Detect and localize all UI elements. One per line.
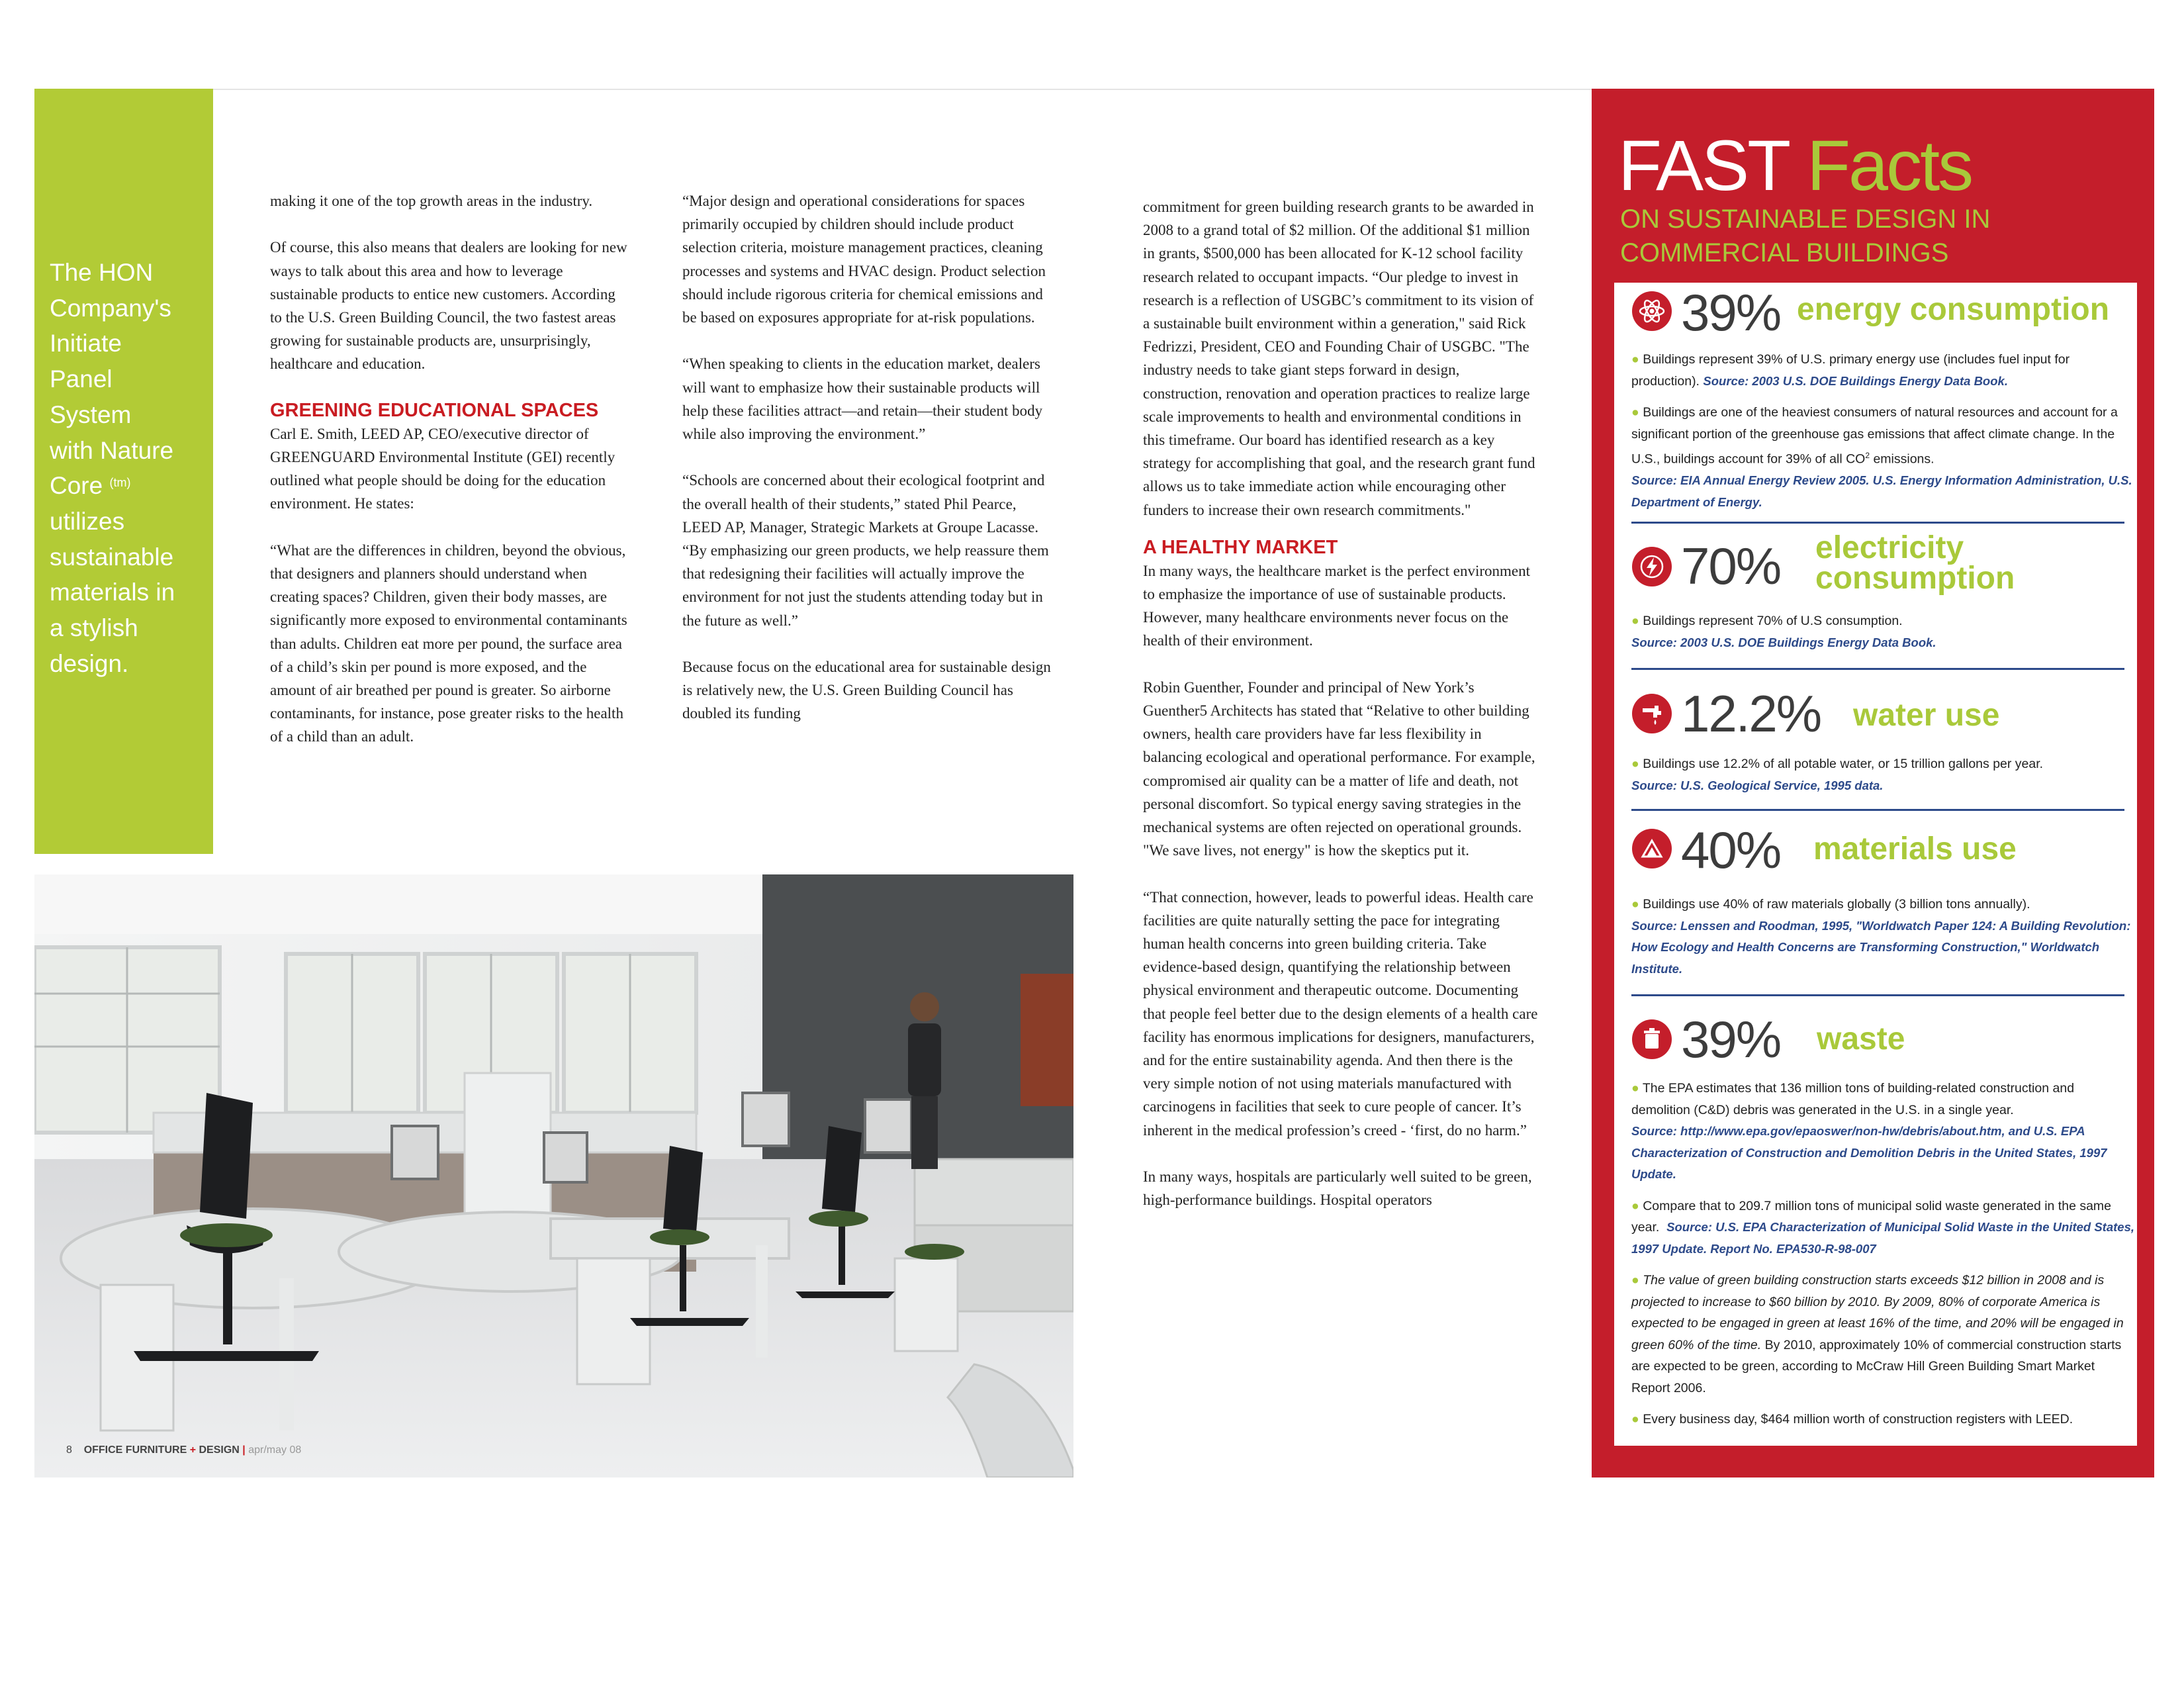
pull-quote-line: Company's xyxy=(50,294,171,322)
paragraph: “When speaking to clients in the education market, dealers will want to emphasize how their sustainable products will help these facilities attract—and retain—their student body while also improving the environment.” xyxy=(682,355,1043,443)
section-heading: A HEALTHY MARKET xyxy=(1143,536,1338,558)
paragraph: Carl E. Smith, LEED AP, CEO/executive director of GREENGUARD Environmental Institute (GEI) recently outlined what people should be doing for the education environment. He states: xyxy=(270,425,615,512)
footer-divider: | xyxy=(242,1444,246,1456)
fact-item xyxy=(1631,894,2134,980)
fact-source: Source: 2003 U.S. DOE Buildings Energy Data Book. xyxy=(1631,635,1936,649)
fact-item xyxy=(1631,1409,2134,1430)
office-scene-illustration xyxy=(34,874,1073,1477)
subtitle-line: COMMERCIAL BUILDINGS xyxy=(1620,238,1949,267)
fact-percent: 39% xyxy=(1681,283,1781,342)
title-word: Facts xyxy=(1807,125,1972,205)
fact-details xyxy=(1631,610,2134,663)
fact-text: emissions. xyxy=(1870,451,1934,467)
fact-text: The value of green building construction starts exceeds $12 billion in 2008 and is projected to increase to $60 billion by 2010. By 2009, 80% of corporate America is expected to be engaged in green at least 16% of the time, and 20% will be engaged in green 60% of the time. xyxy=(1631,1273,2124,1352)
paragraph: In many ways, hospitals are particularly well suited to be green, high-performance buildings. Hospital operators xyxy=(1143,1168,1532,1209)
paragraph: Because focus on the educational area for sustainable design is relatively new, the U.S. Green Building Council has doubled its funding xyxy=(682,659,1051,722)
bullet-icon: ● xyxy=(1631,1273,1639,1288)
fact-label-line: electricity xyxy=(1815,530,1964,565)
trademark-mark: (tm) xyxy=(109,476,131,490)
bullet-icon: ● xyxy=(1631,614,1639,628)
paragraph: Of course, this also means that dealers are looking for new ways to talk about this area and how to leverage sustainable products to entice new customers. According to the U.S. Green Building Council, the two fastest areas growing for sustainable products are, unsurprisingly, healthcare and education. xyxy=(270,239,627,373)
bullet-icon: ● xyxy=(1631,1081,1639,1096)
fact-item xyxy=(1631,349,2134,392)
pull-quote-line: with Nature xyxy=(50,436,174,464)
fact-item xyxy=(1631,610,2134,653)
fact-text: The EPA estimates that 136 million tons of building-related construction and demolition (C&D) debris was generated in the U.S. in a single year. xyxy=(1631,1081,2075,1117)
faucet-icon xyxy=(1632,694,1672,733)
fact-item xyxy=(1631,1270,2134,1399)
atom-icon xyxy=(1632,291,1672,331)
fact-text: Every business day, $464 million worth of construction registers with LEED. xyxy=(1643,1412,2073,1427)
fast-facts-title xyxy=(1618,126,1972,205)
pull-quote-line: utilizes xyxy=(50,507,125,535)
fact-label-line: consumption xyxy=(1815,561,2015,596)
office-workstation-photo xyxy=(34,874,1073,1477)
bullet-icon: ● xyxy=(1631,1412,1639,1427)
fact-divider xyxy=(1631,809,2124,811)
paragraph: “That connection, however, leads to powerful ideas. Health care facilities are quite naturally setting the pace for integrating human health concerns into green building criteria. Take evidence-based design, quantifying the relationship between physical environment and therapeutic outcome. Documenting that people feel better due to the design elements of a health care facility has enormous implications for designers, manufacturers, and for the entire sustainability agenda. And then there is the very simple notion of not using materials manufactured with carcinogens in facilities that seek to cure people of cancer. It’s inherent in the medical profession’s creed - ‘first, do no harm.” xyxy=(1143,888,1538,1139)
paragraph: Robin Guenther, Founder and principal of New York’s Guenther5 Architects has stated that “Relative to other building owners, health care providers have far less flexibility in balancing ecological and operational performance. For example, compromised air quality can be a matter of life and death, not personal discomfort. So typical energy saving strategies in the mechanical systems are often rejected on operational grounds. "We save lives, not energy" is how the skeptics put it. xyxy=(1143,679,1535,859)
trash-icon xyxy=(1632,1019,1672,1059)
paragraph: making it one of the top growth areas in the industry. xyxy=(270,193,593,209)
fact-text: Compare that to 209.7 million tons of municipal solid waste generated in the same year. xyxy=(1631,1198,2112,1235)
pull-quote-line: design. xyxy=(50,649,129,677)
fact-details xyxy=(1631,753,2134,806)
fact-label xyxy=(1815,530,2015,596)
article-column-1 xyxy=(270,189,631,749)
title-word: FAST xyxy=(1618,125,1790,205)
fact-label: energy consumption xyxy=(1797,292,2110,327)
fact-divider xyxy=(1631,994,2124,996)
fact-item xyxy=(1631,402,2134,513)
page-footer xyxy=(66,1444,301,1456)
pull-quote-line: System xyxy=(50,400,132,428)
fact-item xyxy=(1631,1196,2134,1260)
fact-text: Buildings are one of the heaviest consumers of natural resources and account for a significant portion of the greenhouse gas emissions that affect climate change. In the U.S., buildings account for 39% of all CO xyxy=(1631,405,2118,467)
fact-item xyxy=(1631,753,2134,796)
pull-quote-line: Panel xyxy=(50,365,113,393)
paragraph: “What are the differences in children, beyond the obvious, that designers and planners should understand when creating spaces? Children, given their body masses, are significantly more exposed to environmental contaminants than adults. Children eat more per pound, the surface area of a child’s skin per pound is more exposed, and the amount of air breathed per pound is greater. So airborne contaminants, for instance, pose greater risks to the health of a child than an adult. xyxy=(270,541,627,745)
pull-quote-line xyxy=(50,468,208,504)
magazine-separator: + xyxy=(189,1444,197,1456)
fact-percent: 70% xyxy=(1681,537,1781,595)
bullet-icon: ● xyxy=(1631,897,1639,912)
paragraph: In many ways, the healthcare market is the perfect environment to emphasize the importance of use of sustainable products. However, many healthcare environments never focus on the health of their environment. xyxy=(1143,562,1530,649)
fact-divider xyxy=(1631,668,2124,670)
lightning-icon xyxy=(1632,547,1672,586)
fact-source: Source: U.S. EPA Characterization of Municipal Solid Waste in the United States, 1997 Update. Report No. EPA530-R-98-007 xyxy=(1631,1220,2135,1256)
superscript: 2 xyxy=(1865,451,1870,460)
article-column-2 xyxy=(682,189,1053,726)
fact-source: Source: Lenssen and Roodman, 1995, "Worldwatch Paper 124: A Building Revolution: How Ecology and Health Concerns are Transforming Construction," Worldwatch Institute. xyxy=(1631,918,2131,976)
fact-item xyxy=(1631,1078,2134,1186)
fact-text: Buildings represent 39% of U.S. primary energy use (includes fuel input for production). xyxy=(1631,352,2070,389)
paragraph: commitment for green building research grants to be awarded in 2008 to a grand total of $2 million. Of the additional $1 million in grants, $500,000 has been allocated for K-12 school facility research related to occupant impacts. “Our pledge to invest in research is a reflection of USGBC’s commitment to its vision of a sustainable built environment within a generation," said Rick Fedrizzi, President, CEO and Founding Chair of USGBC. "The industry needs to take giant steps forward in design, construction, renovation and operation practices to realize large scale improvements to health and environmental conditions in this timeframe. Our board has identified research as a key strategy for accomplishing that goal, and the research grant fund allows us to take immediate action while encouraging other funders to increase their own research commitments." xyxy=(1143,199,1535,518)
bullet-icon: ● xyxy=(1631,405,1639,420)
fact-details xyxy=(1631,1078,2134,1440)
fact-label: water use xyxy=(1853,698,2000,733)
pull-quote-line: a stylish xyxy=(50,614,138,642)
fact-text: By 2010, approximately 10% of commercial construction starts are expected to be green, according to McCraw Hill Green Building Smart Market Report 2006. xyxy=(1631,1337,2122,1395)
pull-quote-line: Initiate xyxy=(50,330,122,357)
materials-icon xyxy=(1632,829,1672,868)
bullet-icon: ● xyxy=(1631,1198,1639,1213)
fact-percent: 39% xyxy=(1681,1010,1781,1068)
fact-label: waste xyxy=(1817,1021,1905,1056)
fact-source: Source: EIA Annual Energy Review 2005. U.S. Energy Information Administration, U.S. Department of Energy. xyxy=(1631,473,2132,509)
bullet-icon: ● xyxy=(1631,352,1639,367)
subtitle-line: ON SUSTAINABLE DESIGN IN xyxy=(1620,205,1991,234)
page-number: 8 xyxy=(66,1444,72,1456)
fact-text: Buildings use 12.2% of all potable water, or 15 trillion gallons per year. xyxy=(1643,757,2044,771)
fact-percent: 40% xyxy=(1681,821,1781,879)
fact-label: materials use xyxy=(1813,831,2017,867)
pull-quote-line: sustainable xyxy=(50,543,174,571)
magazine-name: OFFICE FURNITURE xyxy=(83,1444,187,1456)
article-column-3 xyxy=(1143,195,1540,1211)
pull-quote-text: Core xyxy=(50,472,103,500)
fact-source: Source: 2003 U.S. DOE Buildings Energy Data Book. xyxy=(1703,373,2008,388)
fact-source: Source: U.S. Geological Service, 1995 data. xyxy=(1631,778,1884,792)
fact-details xyxy=(1631,894,2134,990)
issue-date: apr/may 08 xyxy=(248,1444,302,1456)
fact-text: Buildings represent 70% of U.S consumption. xyxy=(1643,614,1903,628)
pull-quote xyxy=(50,255,208,681)
section-heading: GREENING EDUCATIONAL SPACES xyxy=(270,399,599,421)
paragraph: “Major design and operational considerations for spaces primarily occupied by children should include product selection criteria, moisture management practices, cleaning processes and systems and HVAC design. Product selection should include rigorous criteria for chemical emissions and be based on exposures appropriate for at-risk populations. xyxy=(682,193,1046,326)
fast-facts-subtitle xyxy=(1620,203,1990,270)
magazine-name: DESIGN xyxy=(199,1444,240,1456)
bullet-icon: ● xyxy=(1631,757,1639,771)
fact-text: Buildings use 40% of raw materials globally (3 billion tons annually). xyxy=(1643,897,2030,912)
fact-source: Source: http://www.epa.gov/epaoswer/non-hw/debris/about.htm, and U.S. EPA Characterization of Construction and Demolition Debris in the United States, 1997 Update. xyxy=(1631,1124,2107,1181)
fact-percent: 12.2% xyxy=(1681,684,1821,743)
fact-divider xyxy=(1631,522,2124,524)
paragraph: “Schools are concerned about their ecological footprint and the overall health of their students,” stated Phil Pearce, LEED AP, Manager, Strategic Markets at Groupe Lacasse. “By emphasizing our green products, we help reassure them that redesigning their facilities will actually improve the environment for not just the students attending today but in the future as well.” xyxy=(682,472,1049,629)
fact-details xyxy=(1631,349,2134,523)
pull-quote-line: The HON xyxy=(50,259,154,286)
pull-quote-line: materials in xyxy=(50,579,175,606)
